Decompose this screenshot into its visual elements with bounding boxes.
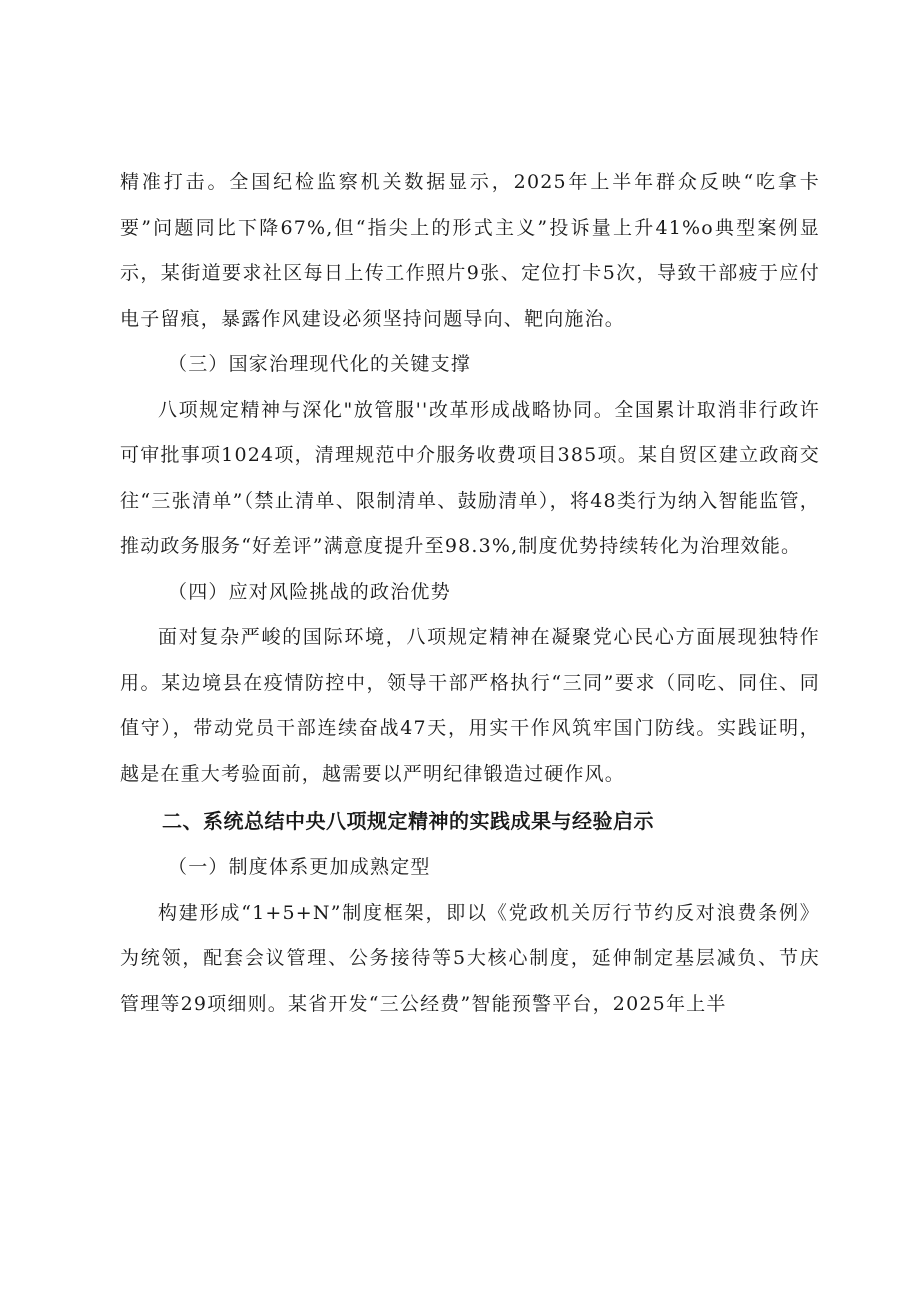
paragraph-system: 构建形成“1+5+N”制度框架，即以《党政机关厉行节约反对浪费条例》为统领，配套会议管理、公务接待等5大核心制度，延伸制定基层减负、节庆管理等29项细则。某省开发“三公经费”智能预警平台，2025年上半 xyxy=(120,901,820,1015)
chapter-heading-two: 二、系统总结中央八项规定精神的实践成果与经验启示 xyxy=(162,809,654,833)
section-heading-risk: （四）应对风险挑战的政治优势 xyxy=(168,580,451,603)
section-heading-governance: （三）国家治理现代化的关键支撑 xyxy=(168,353,472,375)
document-body xyxy=(120,160,820,1027)
paragraph-discipline-data: 精准打击。全国纪检监察机关数据显示，2025年上半年群众反映“吃拿卡要”问题同比下降67%,但“指尖上的形式主义”投诉量上升41%o典型案例显示，某街道要求社区每日上传工作照片9张、定位打卡5次，导致干部疲于应付电子留痕，暴露作风建设必须坚持问题导向、靶向施治。 xyxy=(120,171,820,330)
paragraph-governance: 八项规定精神与深化"放管服''改革形成战略协同。全国累计取消非行政许可审批事项1024项，清理规范中介服务收费项目385项。某自贸区建立政商交往“三张清单”（禁止清单、限制清单、鼓励清单），将48类行为纳入智能监管，推动政务服务“好差评”满意度提升至98.3%,制度优势持续转化为治理效能。 xyxy=(120,398,820,557)
section-heading-system: （一）制度体系更加成熟定型 xyxy=(168,856,431,878)
paragraph-risk: 面对复杂严峻的国际环境，八项规定精神在凝聚党心民心方面展现独特作用。某边境县在疫情防控中，领导干部严格执行“三同”要求（同吃、同住、同值守），带动党员干部连续奋战47天，用实干作风筑牢国门防线。实践证明，越是在重大考验面前，越需要以严明纪律锻造过硬作风。 xyxy=(120,626,820,785)
